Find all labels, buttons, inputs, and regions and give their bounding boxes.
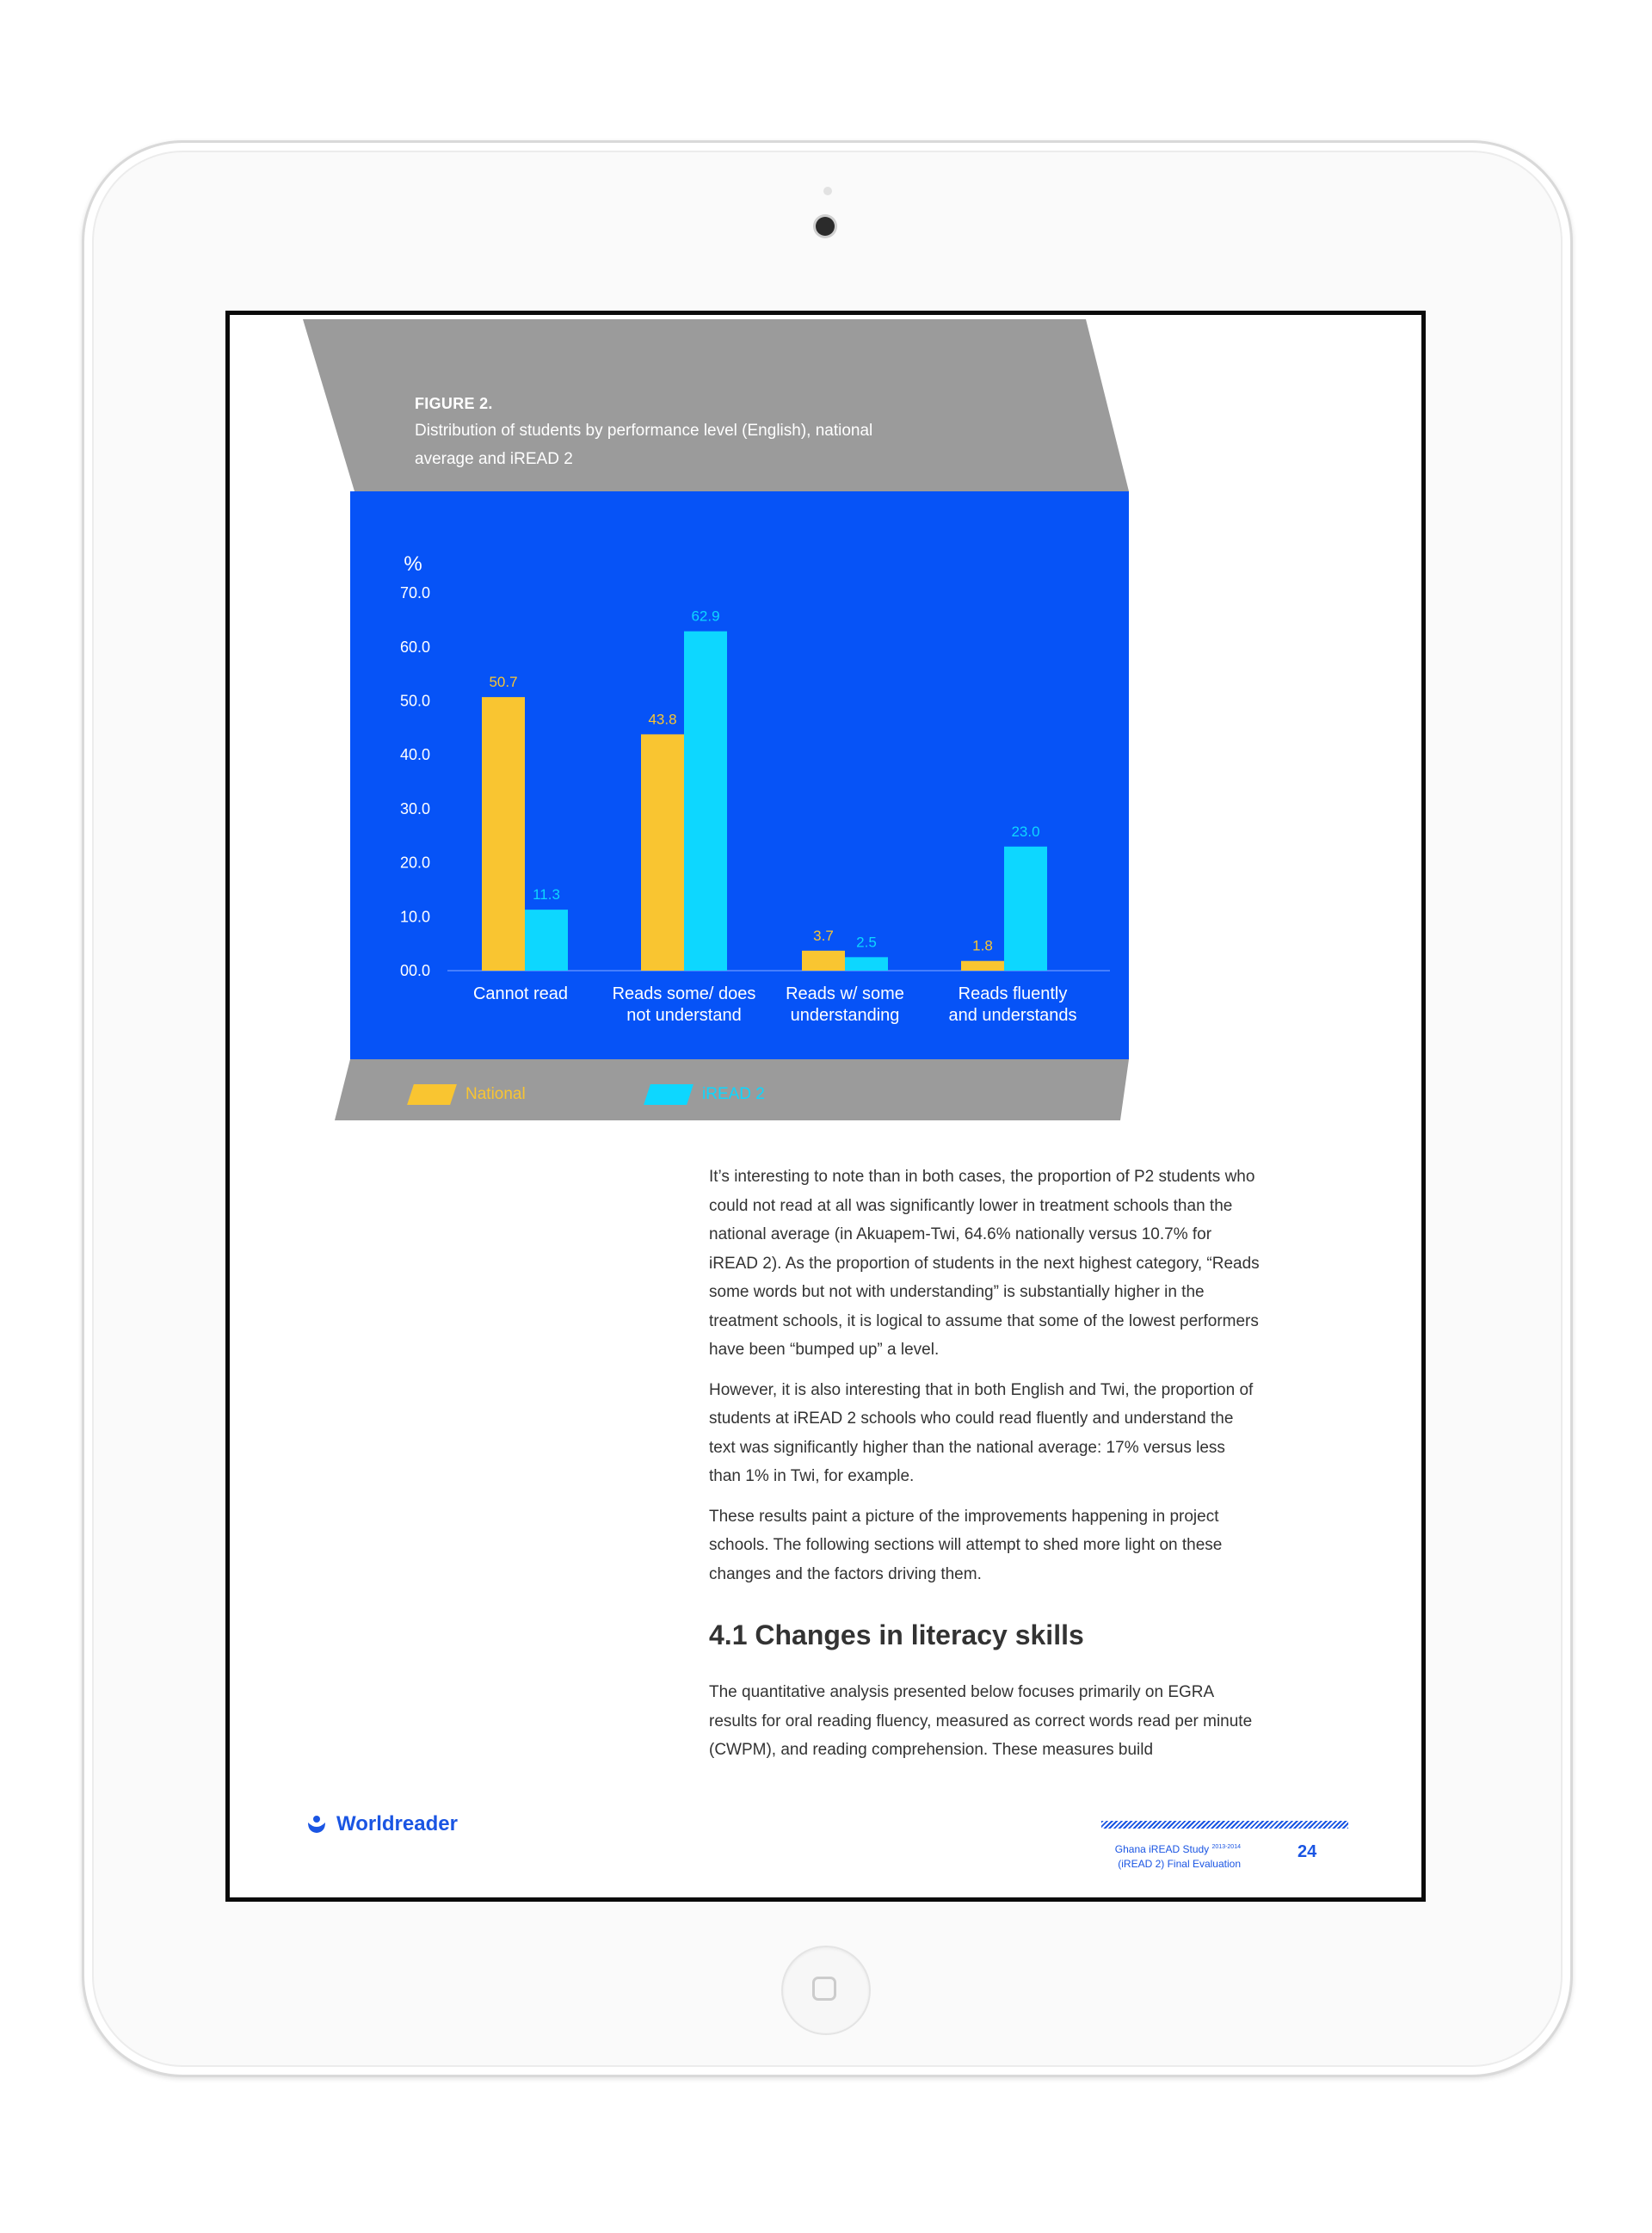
x-category-label: Reads fluently (958, 984, 1068, 1003)
data-label-national: 43.8 (648, 711, 677, 728)
data-label-iread: 2.5 (856, 934, 877, 951)
data-label-iread: 62.9 (691, 608, 720, 625)
y-tick-label: 40.0 (399, 746, 430, 764)
x-category-label: and understands (948, 1006, 1077, 1025)
y-tick-label: 60.0 (399, 638, 430, 656)
paragraph: The quantitative analysis presented below focuses primarily on EGRA results for oral reading fluency, measured as correct words read per minute (CWPM), and reading comprehension. These measures build (709, 1683, 1253, 1759)
bar-iread (845, 957, 888, 971)
worldreader-logo[interactable] (307, 1812, 458, 1836)
figure-title: Distribution of students by performance level (English), national average and iREAD 2 (415, 422, 873, 468)
legend-iread (647, 1082, 765, 1107)
data-label-iread: 11.3 (533, 886, 560, 904)
page-footer (1101, 1821, 1348, 1872)
bar-national (482, 697, 525, 971)
study-line-2: (iREAD 2) Final Evaluation (1118, 1858, 1241, 1870)
data-label-iread: 23.0 (1011, 823, 1040, 840)
y-tick-label: 70.0 (399, 584, 430, 602)
x-category-label: not understand (626, 1006, 742, 1025)
footer-hatch-rule (1101, 1821, 1348, 1829)
body-text (709, 1163, 1260, 1776)
paragraph: However, it is also interesting that in both English and Twi, the proportion of students at iREAD 2 schools who could read fluently and understand the text was significantly higher than the national average: 17% versus less than 1% in Twi, for example. (709, 1380, 1254, 1485)
y-tick-label: 50.0 (399, 692, 430, 710)
legend-label-national: National (465, 1085, 526, 1103)
x-category-label: understanding (790, 1006, 900, 1025)
bar-national (961, 961, 1004, 971)
y-tick-label: 30.0 (399, 799, 430, 817)
figure-caption (415, 395, 897, 473)
y-axis-unit-label: % (404, 552, 422, 576)
page-number: 24 (1298, 1842, 1317, 1861)
data-label-national: 1.8 (972, 937, 993, 954)
legend-label-iread: iREAD 2 (702, 1085, 765, 1103)
paragraph: It’s interesting to note than in both cases, the proportion of P2 students who could not read at all was significantly lower in treatment schools than the national average (in Akuapem-Twi, 64.6% nationally versus 10.7% for iREAD 2). As the proportion of students in the next highest category, “Reads some words but not with understanding” is substantially higher in the treatment schools, it is logical to assume that some of the lowest performers have been “bumped up” a level. (709, 1168, 1260, 1359)
legend-swatch-iread (644, 1084, 693, 1105)
worldreader-logo-icon (307, 1815, 326, 1834)
legend-national (410, 1082, 526, 1107)
bar-iread (684, 632, 727, 971)
figure-label: FIGURE 2. (415, 395, 493, 412)
study-years: 2013-2014 (1211, 1844, 1241, 1850)
bar-iread (1004, 847, 1047, 971)
chart-panel (350, 491, 1129, 1059)
home-square-icon (812, 1977, 836, 2001)
brand-name: Worldreader (336, 1812, 458, 1835)
y-tick-label: 20.0 (399, 854, 430, 872)
paragraph: These results paint a picture of the improvements happening in project schools. The following sections will attempt to shed more light on these changes and the factors driving them. (709, 1507, 1223, 1583)
y-tick-label: 00.0 (399, 962, 430, 979)
front-camera (816, 217, 835, 236)
x-category-label: Cannot read (472, 984, 569, 1003)
ebook-page[interactable] (225, 311, 1426, 1902)
data-label-national: 50.7 (489, 674, 518, 691)
x-category-label: Reads w/ some (786, 984, 904, 1003)
home-button[interactable] (781, 1946, 871, 2035)
section-heading: 4.1 Changes in literacy skills (709, 1619, 1084, 1650)
data-label-national: 3.7 (813, 927, 834, 944)
study-title (1115, 1840, 1241, 1872)
bar-national (802, 951, 845, 971)
x-category-label: Reads some/ does (612, 984, 756, 1003)
proximity-sensor (823, 187, 832, 195)
bar-iread (525, 910, 568, 971)
study-line-1: Ghana iREAD Study (1114, 1843, 1210, 1855)
bar-national (641, 734, 684, 971)
legend-swatch-national (407, 1084, 457, 1105)
y-tick-label: 10.0 (399, 908, 430, 926)
